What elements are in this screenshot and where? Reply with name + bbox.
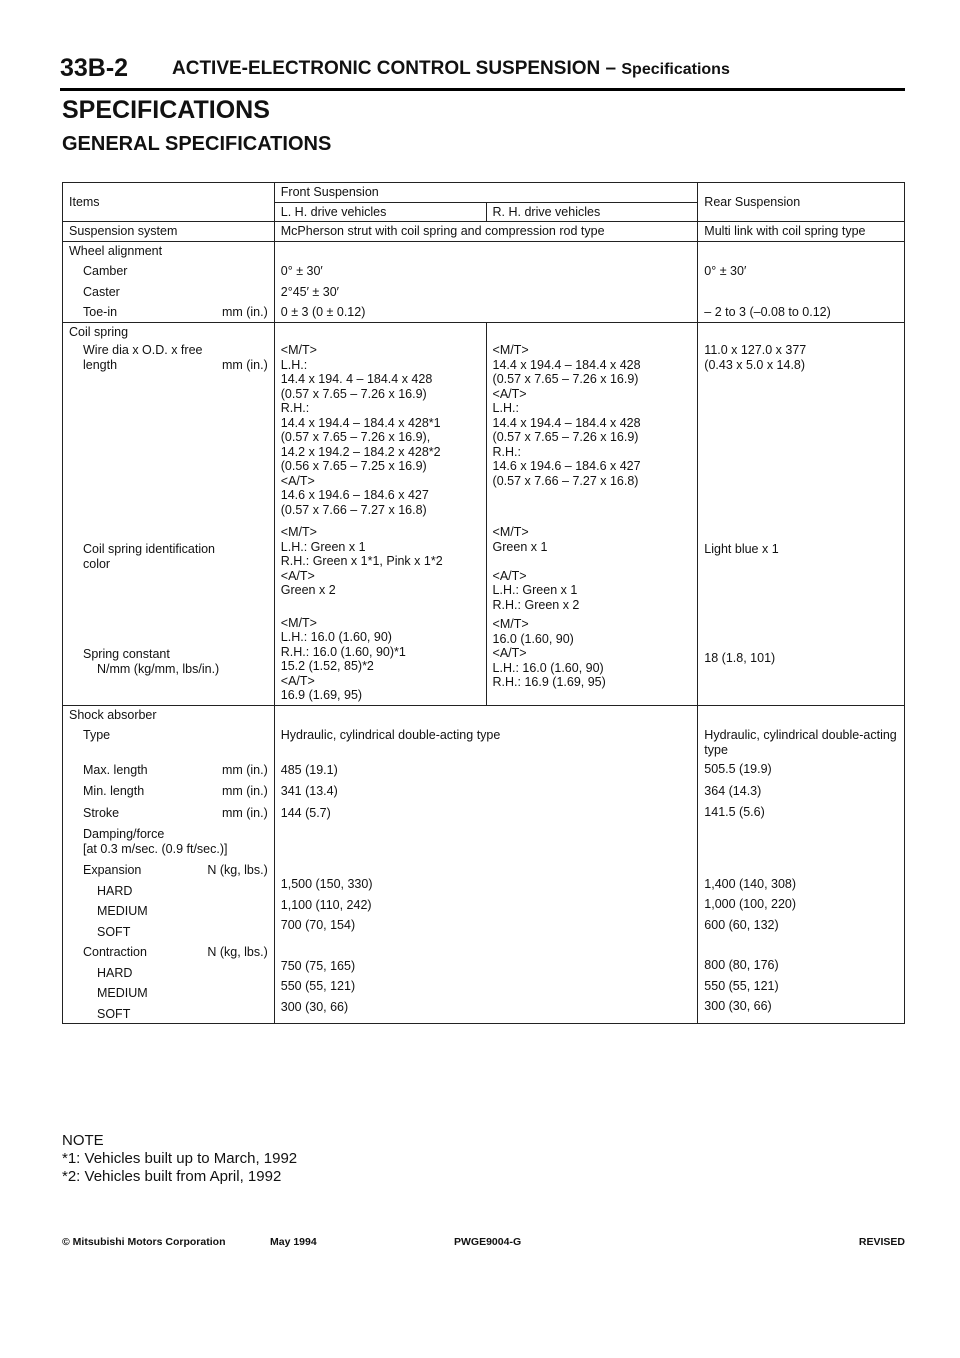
page-header	[60, 52, 905, 91]
max-length-row	[69, 763, 268, 778]
spring-constant-lh: <M/T> L.H.: 16.0 (1.60, 90) R.H.: 16.0 (1.60, 90)*1 15.2 (1.52, 85)*2 <A/T> 16.9 (1.69, 95)	[280, 615, 406, 702]
wire-dia-label-block	[69, 343, 268, 372]
stroke-front: 144 (5.7)	[280, 805, 331, 820]
shock-type-label: Type	[83, 728, 111, 742]
stroke-label: Stroke	[83, 805, 120, 820]
max-length-front: 485 (19.1)	[280, 762, 338, 777]
contraction-unit: N (kg, lbs.)	[207, 945, 268, 959]
note-title: NOTE	[62, 1132, 104, 1149]
stroke-unit: mm (in.)	[221, 805, 268, 820]
con-medium-label: MEDIUM	[97, 986, 148, 1000]
toein-front: 0 ± 3 (0 ± 0.12)	[280, 305, 366, 319]
spring-constant-rh: <M/T> 16.0 (1.60, 90) <A/T> L.H.: 16.0 (1.60, 90) R.H.: 16.9 (1.69, 95)	[492, 617, 606, 689]
header-title-sub: Specifications	[621, 61, 730, 78]
table-row	[63, 322, 905, 705]
subsection-title: GENERAL SPECIFICATIONS	[62, 133, 332, 155]
shock-type-rear: Hydraulic, cylindrical double-acting type	[704, 728, 897, 757]
wheel-alignment-label: Wheel alignment	[69, 243, 163, 258]
note-line-1: *1: Vehicles built up to March, 1992	[62, 1150, 298, 1167]
camber-rear: 0° ± 30′	[704, 264, 747, 278]
coil-color-lh: <M/T> L.H.: Green x 1 R.H.: Green x 1*1, Pink x 1*2 <A/T> Green x 2	[280, 525, 443, 597]
toein-unit: mm (in.)	[221, 305, 268, 319]
wire-dia-rh: <M/T> 14.4 x 194.4 – 184.4 x 428 (0.57 x 7.65 – 7.26 x 16.9) <A/T> L.H.: 14.4 x 194.4 – 184.4 x 428 (0.57 x 7.65 – 7.26 x 16.9) R.H.: 14.6 x 194.6 – 184.6 x 427 (0.57 x 7.66 – 7.27 x 16.8)	[492, 343, 641, 488]
wire-dia-unit: mm (in.)	[221, 357, 268, 372]
min-length-label: Min. length	[83, 784, 145, 798]
con-soft-label: SOFT	[97, 1006, 131, 1021]
section-title: SPECIFICATIONS	[62, 96, 270, 124]
spec-table	[62, 182, 905, 1024]
camber-label: Camber	[83, 264, 128, 278]
footer-copyright: © Mitsubishi Motors Corporation	[62, 1236, 226, 1248]
coil-spring-lh	[274, 322, 486, 705]
coil-spring-rear	[698, 322, 905, 705]
exp-hard-label: HARD	[97, 883, 133, 898]
contraction-row	[69, 945, 268, 960]
coil-color-rear: Light blue x 1	[704, 542, 779, 556]
lh-drive-header: L. H. drive vehicles	[274, 202, 486, 222]
stroke-row	[69, 806, 268, 821]
max-length-label: Max. length	[83, 762, 148, 777]
expansion-unit: N (kg, lbs.)	[207, 863, 268, 877]
toein-rear: – 2 to 3 (–0.08 to 0.12)	[704, 305, 831, 319]
exp-soft-front: 700 (70, 154)	[280, 918, 356, 932]
exp-medium-front: 1,100 (110, 242)	[280, 897, 372, 912]
front-suspension-header: Front Suspension	[274, 183, 698, 203]
expansion-row	[69, 863, 268, 878]
stroke-rear: 141.5 (5.6)	[704, 805, 765, 819]
expansion-label: Expansion	[83, 863, 142, 877]
wire-dia-label: Wire dia x O.D. x free length	[83, 343, 203, 372]
toein-label: Toe-in	[83, 305, 118, 319]
shock-type-front: Hydraulic, cylindrical double-acting type	[280, 728, 501, 742]
coil-spring-rh	[486, 322, 698, 705]
coil-spring-labels	[63, 322, 275, 705]
table-row	[63, 222, 905, 242]
con-hard-front: 750 (75, 165)	[280, 958, 356, 973]
wheel-alignment-labels	[63, 241, 275, 322]
table-row	[63, 705, 905, 1024]
shock-absorber-labels	[63, 705, 275, 1024]
wheel-alignment-rear	[698, 241, 905, 322]
toein-label-row	[69, 305, 268, 320]
max-length-unit: mm (in.)	[221, 762, 268, 777]
exp-soft-rear: 600 (60, 132)	[704, 917, 779, 932]
spring-constant-unit: N/mm (kg/mm, lbs/in.)	[97, 661, 220, 676]
exp-hard-front: 1,500 (150, 330)	[280, 877, 373, 891]
page-number: 33B-2	[60, 54, 129, 82]
exp-medium-rear: 1,000 (100, 220)	[704, 897, 797, 911]
caster-front: 2°45′ ± 30′	[280, 284, 340, 299]
wheel-alignment-front	[274, 241, 698, 322]
shock-absorber-label: Shock absorber	[69, 707, 157, 722]
con-hard-label: HARD	[97, 965, 133, 980]
suspension-system-rear: Multi link with coil spring type	[698, 222, 905, 242]
min-length-row	[69, 784, 268, 799]
coil-color-label: Coil spring identification color	[83, 542, 216, 571]
coil-spring-label: Coil spring	[69, 324, 129, 339]
wire-dia-lh: <M/T> L.H.: 14.4 x 194. 4 – 184.4 x 428 (0.57 x 7.65 – 7.26 x 16.9) R.H.: 14.4 x 194.4 – 184.4 x 428*1 (0.57 x 7.65 – 7.26 x 16.9), 14.2 x 194.2 – 184.2 x 428*2 (0.56 x 7.65 – 7.25 x 16.9) <A/T> 14.6 x 194.6 – 184.6 x 427 (0.57 x 7.66 – 7.27 x 16.8)	[280, 343, 441, 517]
con-medium-front: 550 (55, 121)	[280, 979, 356, 993]
items-header: Items	[63, 183, 275, 222]
exp-hard-rear: 1,400 (140, 308)	[704, 876, 797, 891]
header-title	[172, 58, 730, 80]
table-header-row	[63, 183, 905, 203]
suspension-system-label: Suspension system	[63, 222, 275, 242]
contraction-label: Contraction	[83, 945, 147, 959]
wire-dia-rear: 11.0 x 127.0 x 377 (0.43 x 5.0 x 14.8)	[704, 343, 807, 372]
con-medium-rear: 550 (55, 121)	[704, 978, 779, 993]
min-length-rear: 364 (14.3)	[704, 783, 762, 798]
exp-medium-label: MEDIUM	[97, 904, 148, 918]
exp-soft-label: SOFT	[97, 924, 131, 939]
spring-constant-rear: 18 (1.8, 101)	[704, 650, 776, 665]
con-hard-rear: 800 (80, 176)	[704, 958, 779, 972]
note-block	[62, 1132, 297, 1186]
rh-drive-header: R. H. drive vehicles	[486, 202, 698, 222]
header-title-main: ACTIVE-ELECTRONIC CONTROL SUSPENSION –	[172, 58, 617, 79]
caster-label: Caster	[83, 284, 120, 299]
rear-suspension-header: Rear Suspension	[698, 183, 905, 222]
note-line-2: *2: Vehicles built from April, 1992	[62, 1168, 282, 1185]
damping-label: Damping/force [at 0.3 m/sec. (0.9 ft/sec.)]	[83, 827, 228, 856]
min-length-unit: mm (in.)	[221, 784, 268, 798]
shock-absorber-front	[274, 705, 698, 1024]
suspension-system-front: McPherson strut with coil spring and compression rod type	[274, 222, 698, 242]
spring-constant-label: Spring constant	[83, 647, 170, 661]
min-length-front: 341 (13.4)	[280, 784, 338, 798]
coil-color-rh: <M/T> Green x 1 <A/T> L.H.: Green x 1 R.H.: Green x 2	[492, 525, 580, 612]
con-soft-rear: 300 (30, 66)	[704, 999, 772, 1013]
shock-absorber-rear	[698, 705, 905, 1024]
footer-date: May 1994	[270, 1236, 317, 1248]
max-length-rear: 505.5 (19.9)	[704, 762, 772, 776]
footer-code: PWGE9004-G	[454, 1236, 522, 1248]
footer-status: REVISED	[858, 1236, 905, 1248]
table-row	[63, 241, 905, 322]
camber-front: 0° ± 30′	[280, 264, 323, 278]
con-soft-front: 300 (30, 66)	[280, 999, 349, 1014]
